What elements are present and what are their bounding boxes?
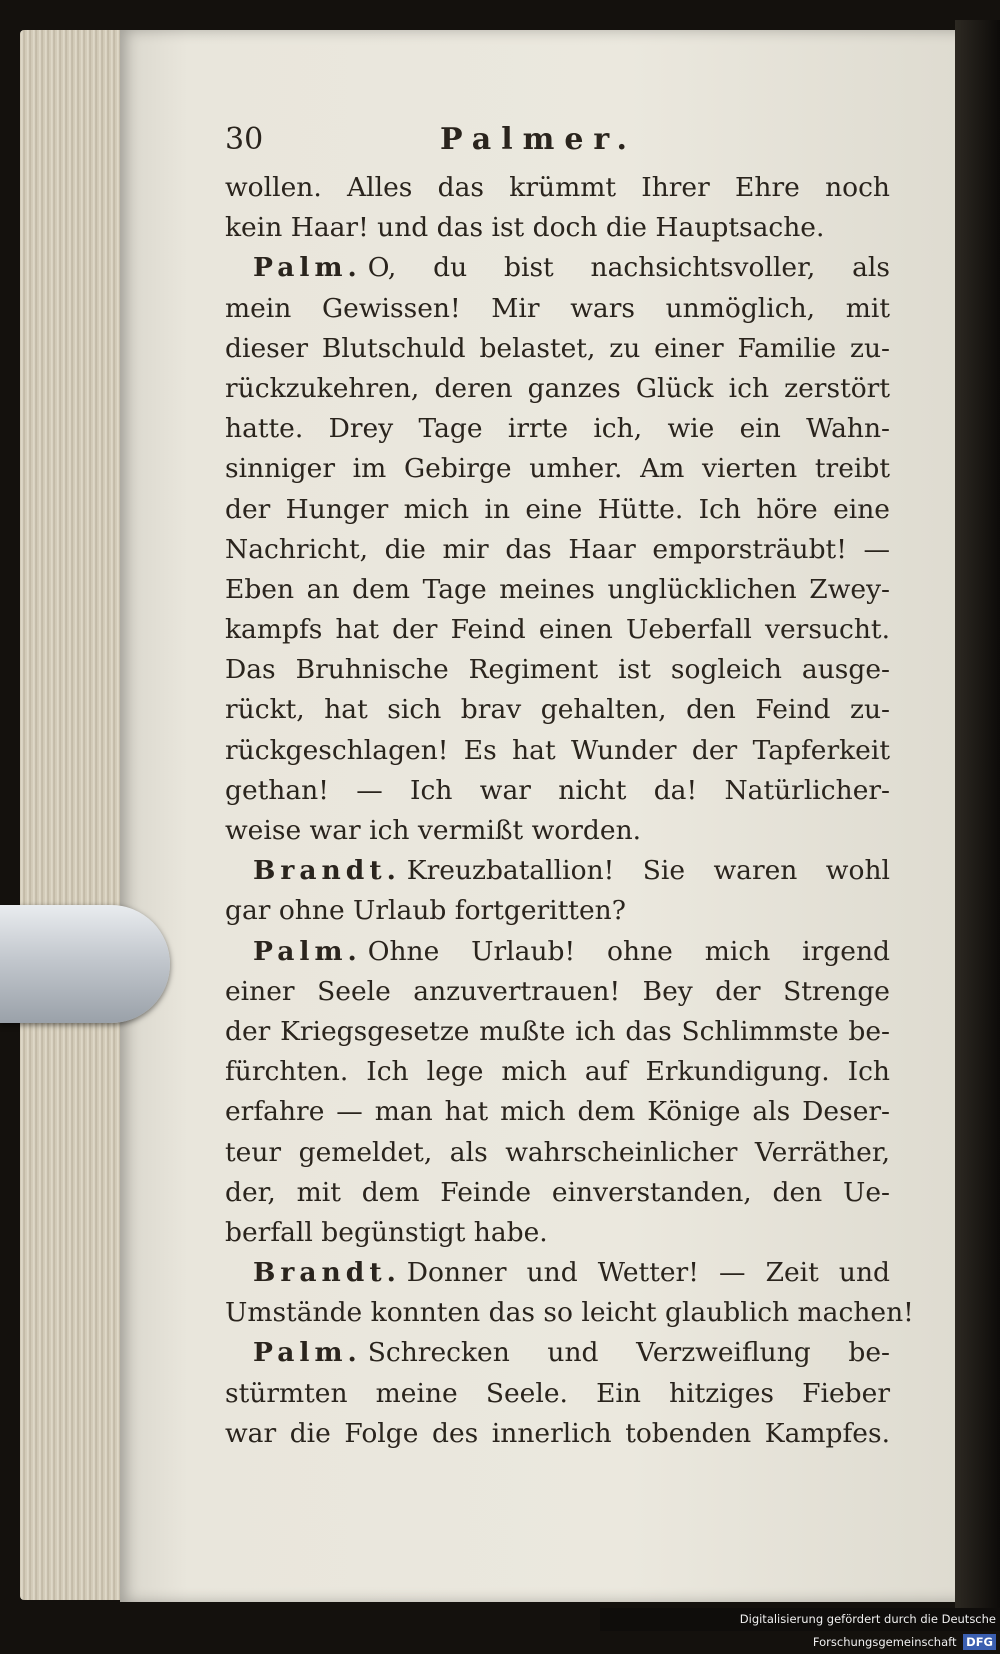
dfg-logo: DFG xyxy=(963,1634,996,1650)
line-text: dieser Blutschuld belastet, zu einer Familie zu- xyxy=(225,332,890,364)
line-text: berfall begünstigt habe. xyxy=(225,1216,548,1248)
speaker-name: Brandt. xyxy=(253,1257,401,1289)
line-text: Ohne Urlaub! ohne mich irgend xyxy=(367,935,890,967)
text-line xyxy=(225,409,890,449)
text-line xyxy=(225,248,890,288)
text-line xyxy=(225,570,890,610)
page-number: 30 xyxy=(225,122,264,157)
page-holder-clip xyxy=(0,905,170,1023)
line-text: Donner und Wetter! — Zeit und xyxy=(406,1257,890,1289)
text-line xyxy=(225,731,890,771)
line-text: der Hunger mich in eine Hütte. Ich höre eine xyxy=(225,493,890,525)
text-line xyxy=(225,1333,890,1373)
credit-text: Digitalisierung gefördert durch die Deutsche Forschungsgemeinschaft xyxy=(739,1612,996,1649)
speaker-name: Brandt. xyxy=(253,855,401,887)
text-line xyxy=(225,289,890,329)
line-text: weise war ich vermißt worden. xyxy=(225,815,642,846)
line-text: Das Bruhnische Regiment ist sogleich ausge- xyxy=(225,654,890,686)
text-line xyxy=(225,168,890,208)
line-text: hatte. Drey Tage irrte ich, wie ein Wahn- xyxy=(225,413,890,445)
text-line xyxy=(225,1293,914,1333)
speaker-name: Palm. xyxy=(253,252,362,284)
text-line xyxy=(225,650,890,690)
line-text: Eben an dem Tage meines unglücklichen Zwey- xyxy=(225,573,890,605)
line-text: einer Seele anzuvertrauen! Bey der Strenge xyxy=(225,975,890,1007)
line-text: rückgeschlagen! Es hat Wunder der Tapferkeit xyxy=(225,734,890,766)
line-text: stürmten meine Seele. Ein hitziges Fieber xyxy=(225,1377,890,1409)
page-text xyxy=(225,118,914,1454)
line-text: O, du bist nachsichtsvoller, als xyxy=(367,252,890,284)
line-text: gethan! — Ich war nicht da! Natürlicher- xyxy=(225,774,890,806)
line-text: erfahre — man hat mich dem Könige als Deser- xyxy=(225,1096,890,1128)
text-line xyxy=(225,1173,890,1213)
line-text: Umstände konnten das so leicht glaublich machen! xyxy=(225,1297,914,1329)
line-text: Nachricht, die mir das Haar emporsträubt! — xyxy=(225,533,890,565)
page-header xyxy=(225,118,890,168)
running-title: Palmer. xyxy=(440,122,637,157)
line-text: Schrecken und Verzweiflung be- xyxy=(367,1337,890,1369)
line-text: fürchten. Ich lege mich auf Erkundigung. Ich xyxy=(225,1056,890,1088)
text-line xyxy=(225,1213,890,1253)
text-line xyxy=(225,811,890,851)
line-text: wollen. Alles das krümmt Ihrer Ehre noch xyxy=(225,172,890,203)
text-line xyxy=(225,610,890,650)
text-line xyxy=(225,972,890,1012)
text-line xyxy=(225,1133,890,1173)
line-text: sinniger im Gebirge umher. Am vierten treibt xyxy=(225,453,890,485)
text-line xyxy=(225,891,890,931)
text-line xyxy=(225,1414,890,1454)
line-text: mein Gewissen! Mir wars unmöglich, mit xyxy=(225,292,890,324)
text-line xyxy=(225,490,890,530)
text-line xyxy=(225,329,890,369)
book-gutter xyxy=(955,20,1000,1610)
text-line xyxy=(225,1092,890,1132)
text-line xyxy=(225,932,890,972)
line-text: der, mit dem Feinde einverstanden, den Ue- xyxy=(225,1176,890,1208)
line-text: Kreuzbatallion! Sie waren wohl xyxy=(406,855,890,887)
line-text: kein Haar! und das ist doch die Hauptsache. xyxy=(225,212,825,244)
line-text: der Kriegsgesetze mußte ich das Schlimmste be- xyxy=(225,1015,890,1047)
line-text: teur gemeldet, als wahrscheinlicher Verräther, xyxy=(225,1136,890,1168)
speaker-name: Palm. xyxy=(253,935,362,967)
text-line xyxy=(225,851,890,891)
digitization-credit xyxy=(600,1608,1000,1649)
text-line xyxy=(225,530,890,570)
text-line xyxy=(225,369,890,409)
text-line xyxy=(225,1374,890,1414)
text-line xyxy=(225,771,890,811)
text-line xyxy=(225,1253,890,1293)
text-line xyxy=(225,1052,890,1092)
text-lines xyxy=(225,168,914,1454)
speaker-name: Palm. xyxy=(253,1337,362,1369)
text-line xyxy=(225,690,890,730)
line-text: rückt, hat sich brav gehalten, den Feind zu- xyxy=(225,694,890,726)
text-line xyxy=(225,208,890,248)
line-text: rückzukehren, deren ganzes Glück ich zerstört xyxy=(225,372,890,404)
line-text: gar ohne Urlaub fortgeritten? xyxy=(225,895,626,927)
line-text: war die Folge des innerlich tobenden Kampfes. xyxy=(225,1417,890,1449)
line-text: kampfs hat der Feind einen Ueberfall versucht. xyxy=(225,614,890,646)
text-line xyxy=(225,449,890,489)
text-line xyxy=(225,1012,890,1052)
